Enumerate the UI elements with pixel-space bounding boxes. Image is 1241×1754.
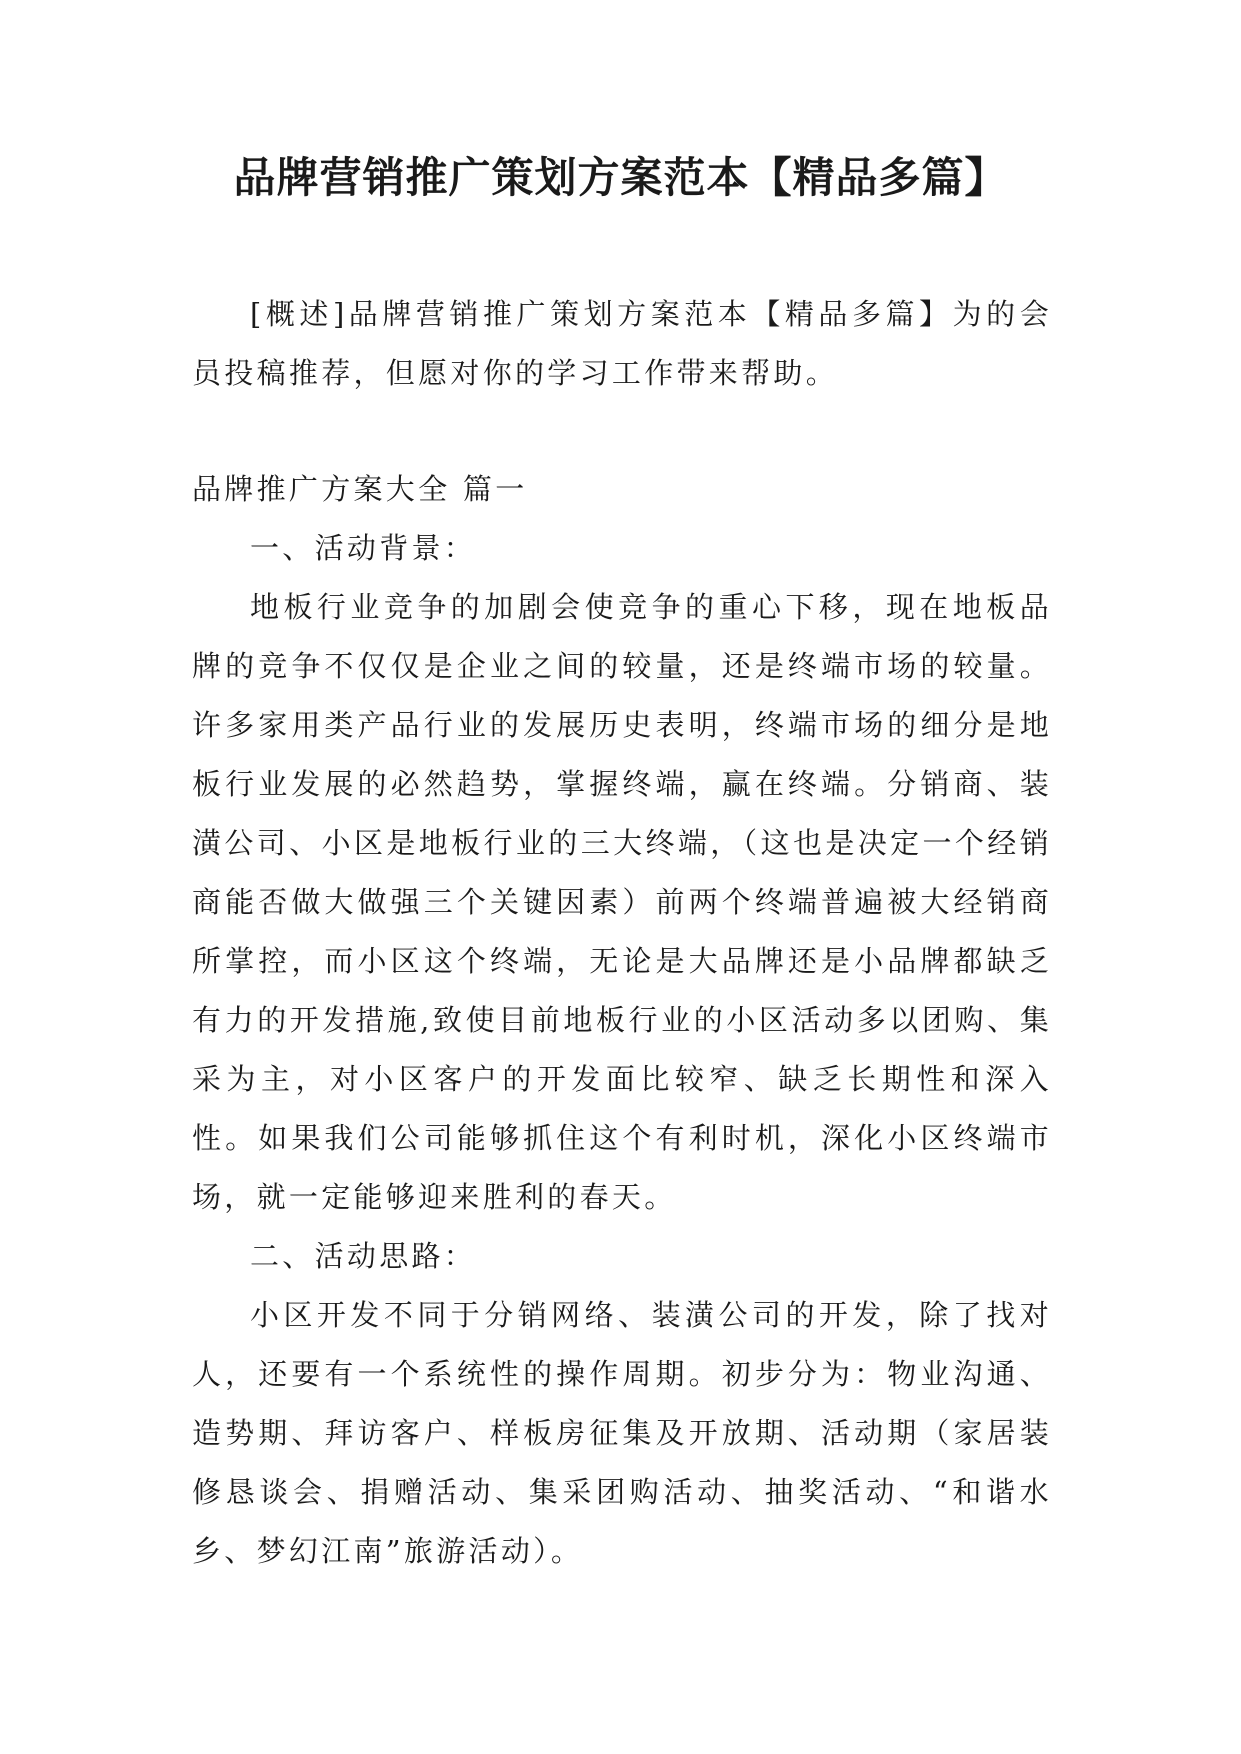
section-heading: 品牌推广方案大全 篇一 [192,472,528,506]
paragraph-approach: 小区开发不同于分销网络、装潢公司的开发，除了找对人，还要有一个系统性的操作周期。初步分为：物业沟通、造势期、拜访客户、样板房征集及开放期、活动期（家居装修恳谈会、捐赠活动、集采团购活动、抽奖活动、“和谐水乡、梦幻江南”旅游活动）。 [192,1298,1052,1568]
summary-block [192,285,1052,403]
subheading-background: 一、活动背景： [250,531,477,565]
subheading-approach: 二、活动思路： [250,1239,477,1273]
paragraph-background: 地板行业竞争的加剧会使竞争的重心下移，现在地板品牌的竞争不仅仅是企业之间的较量，还是终端市场的较量。许多家用类产品行业的发展历史表明，终端市场的细分是地板行业发展的必然趋势，掌握终端，赢在终端。分销商、装潢公司、小区是地板行业的三大终端，（这也是决定一个经销商能否做大做强三个关键因素）前两个终端普遍被大经销商所掌控，而小区这个终端，无论是大品牌还是小品牌都缺乏有力的开发措施,致使目前地板行业的小区活动多以团购、集采为主，对小区客户的开发面比较窄、缺乏长期性和深入性。如果我们公司能够抓住这个有利时机，深化小区终端市场，就一定能够迎来胜利的春天。 [192,590,1052,1214]
summary-paragraph: [概述]品牌营销推广策划方案范本【精品多篇】为的会员投稿推荐，但愿对你的学习工作带来帮助。 [192,297,1052,390]
document-title: 品牌营销推广策划方案范本【精品多篇】 [233,153,1008,202]
section-block [192,460,1052,1581]
